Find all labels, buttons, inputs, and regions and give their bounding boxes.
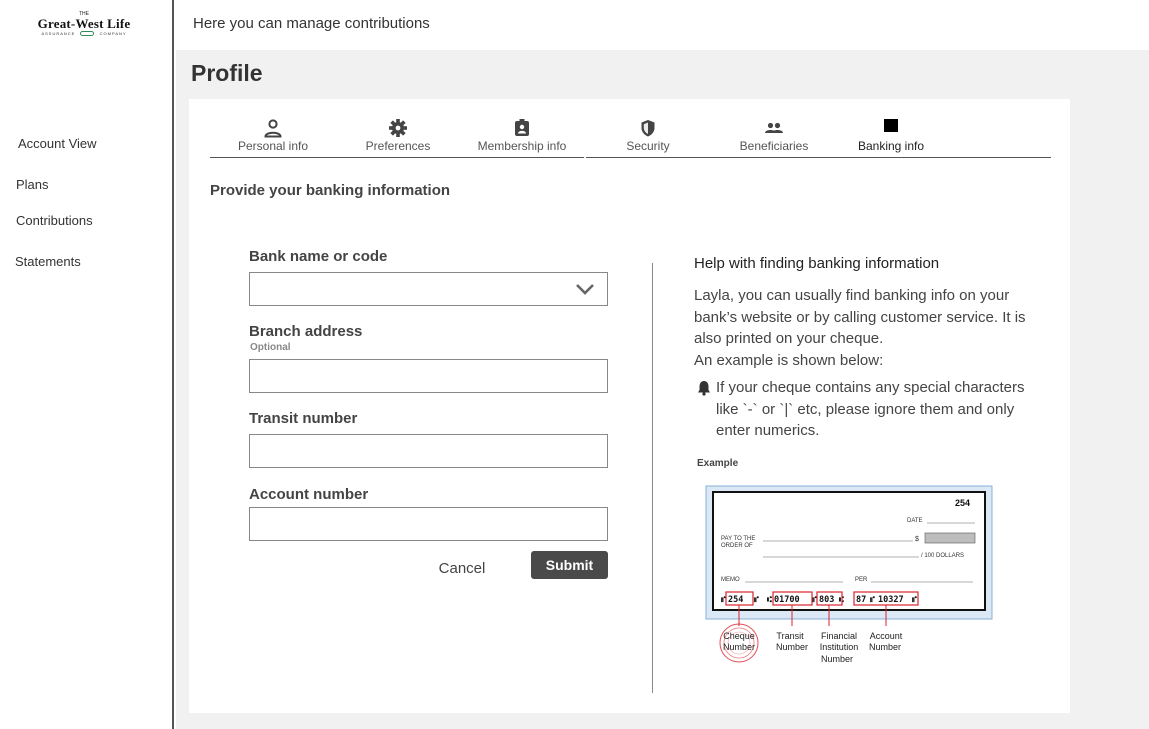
tab-preferences-label: Preferences [365,139,431,153]
sidebar-item-plans[interactable]: Plans [16,177,49,192]
tab-banking-info[interactable] [838,117,944,158]
caption-institution-2: Institution [819,642,859,652]
caption-account-1: Account [869,631,903,641]
caption-institution-3: Number [820,654,854,664]
top-bar-message: Here you can manage contributions [193,15,430,32]
example-label: Example [697,458,739,469]
branch-address-input[interactable] [250,360,607,392]
cheque-amount-box [925,533,975,543]
cheque-paper [713,492,985,610]
transit-number-input[interactable] [250,435,607,467]
cancel-button[interactable]: Cancel [431,557,493,579]
caption-cheque-1: Cheque [723,631,755,641]
sidebar [0,0,174,729]
bell-icon [697,380,711,396]
help-body [694,285,1034,371]
caption-account-2: Number [868,642,902,652]
sidebar-item-contributions[interactable]: Contributions [16,213,93,228]
bank-name-select[interactable] [249,272,608,306]
tab-underline-right [586,157,1051,158]
tab-personal-info-label: Personal info [237,139,309,153]
micr-symbol-5: ⑆ [839,595,844,604]
section-title: Provide your banking information [210,182,451,199]
tab-beneficiaries[interactable] [712,117,836,158]
cheque-dollars-text: / 100 DOLLARS [921,553,965,559]
cheque-number-top: 254 [955,498,971,508]
micr-symbol-2: ⑈ [754,595,759,604]
tab-banking-info-label: Banking info [857,139,925,153]
micr-symbol-4: ⑈ [812,595,817,604]
key-icon [80,31,94,36]
micr-transit-number: 01700 [774,595,800,605]
micr-symbol-3: ⑆ [767,595,772,604]
micr-account-number-rest: 10327 [878,595,904,605]
tab-membership-info-label: Membership info [477,139,567,153]
micr-symbol-7: ⑈ [912,595,917,604]
caption-transit-1: Transit [776,631,804,641]
profile-tabs [210,117,1051,158]
cheque-example-image [705,485,995,667]
tab-personal-info[interactable] [210,117,336,158]
transit-number-label: Transit number [249,410,358,427]
micr-symbol-1: ⑈ [721,595,726,604]
help-body-text: Layla, you can usually find banking info on your bank’s website or by calling customer service. It is also printed on your cheque. [694,287,1026,347]
profile-card [189,99,1070,713]
help-title: Help with finding banking information [694,255,940,272]
vertical-divider [652,263,653,693]
cheque-per-label: PER [855,577,868,583]
logo-brand: Great-West Life [37,16,131,31]
tab-security[interactable] [586,117,710,158]
caption-institution-1: Financial [820,631,858,641]
account-number-field[interactable] [249,507,608,541]
cheque-dollar-sign: $ [915,536,919,543]
submit-button[interactable]: Submit [531,551,608,579]
sidebar-item-statements[interactable]: Statements [15,254,81,269]
cheque-pay-to-2: ORDER OF [721,543,753,549]
people-icon [762,117,786,139]
chevron-down-icon[interactable] [575,281,595,297]
cheque-date-label: DATE [907,518,923,524]
caption-cheque-2: Number [722,642,756,652]
help-body-example: An example is shown below: [694,351,884,369]
logo-right-word: COMPANY [99,31,127,36]
branch-address-label: Branch address [249,323,363,340]
account-number-input[interactable] [250,508,607,540]
main-content [176,50,1149,729]
square-icon [879,117,903,139]
tab-security-label: Security [626,139,670,153]
branch-address-field[interactable] [249,359,608,393]
company-logo[interactable] [22,12,146,42]
shield-icon [636,117,660,139]
transit-number-field[interactable] [249,434,608,468]
logo-the: THE [79,11,89,17]
branch-optional-hint: Optional [250,342,291,353]
cheque-pay-to-1: PAY TO THE [721,536,756,542]
tab-beneficiaries-label: Beneficiaries [739,139,809,153]
tab-underline-left [210,157,584,158]
bank-name-input[interactable] [250,273,607,305]
micr-account-number: 87 [856,595,867,605]
micr-cheque-number: 254 [728,595,744,605]
sidebar-item-account-view[interactable]: Account View [18,136,97,151]
id-badge-icon [510,117,534,139]
page-title: Profile [191,60,263,86]
micr-institution-number: 803 [819,595,835,605]
cheque-memo-label: MEMO [721,577,740,583]
help-note: If your cheque contains any special characters like `-` or `|` etc, please ignore them and only enter numerics. [716,379,1025,439]
tab-preferences[interactable] [336,117,460,158]
bank-name-label: Bank name or code [249,248,388,265]
top-bar [176,0,1149,50]
account-number-label: Account number [249,486,369,503]
gear-icon [386,117,410,139]
caption-transit-2: Number [775,642,809,652]
logo-subtitle [22,31,146,37]
logo-left-word: ASSURANCE [41,31,76,36]
person-icon [261,117,285,139]
micr-symbol-6: ⑈ [870,595,875,604]
tab-membership-info[interactable] [460,117,584,158]
